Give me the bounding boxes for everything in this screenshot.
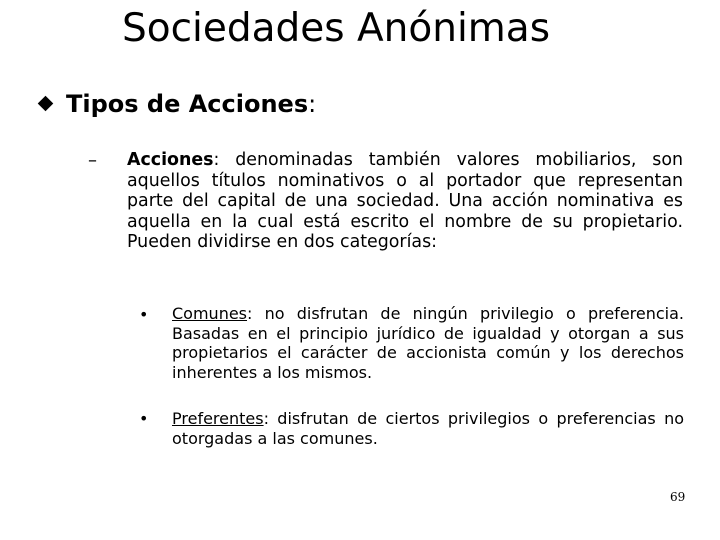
preferentes-paragraph [172, 409, 684, 448]
heading-colon: : [308, 90, 317, 118]
diamond-bullet-icon [38, 96, 54, 112]
bullet-preferentes: • [139, 409, 149, 428]
acciones-paragraph [127, 150, 683, 253]
comunes-paragraph [172, 304, 684, 382]
page-number: 69 [670, 490, 686, 504]
comunes-text: : no disfrutan de ningún privilegio o preferencia. Basadas en el principio jurídico de igualdad y otorgan a sus propietarios el carácter de accionista común y los derechos inherentes a los mismos. [172, 304, 684, 382]
slide-title: Sociedades Anónimas [121, 6, 551, 51]
comunes-term: Comunes [172, 304, 248, 323]
acciones-term: Acciones [127, 150, 214, 170]
heading-text: Tipos de Acciones [66, 90, 309, 118]
preferentes-term: Preferentes [172, 409, 264, 428]
dash-bullet: – [88, 150, 97, 171]
preferentes-text: : disfrutan de ciertos privilegios o preferencias no otorgadas a las comunes. [172, 409, 684, 448]
bullet-comunes: • [139, 305, 149, 324]
acciones-text: : denominadas también valores mobiliarios, son aquellos títulos nominativos o al portador que representan parte del capital de una sociedad. Una acción nominativa es aquella en la cual está escrito el nombre de su propietario. Pueden dividirse en dos categorías: [127, 150, 683, 252]
